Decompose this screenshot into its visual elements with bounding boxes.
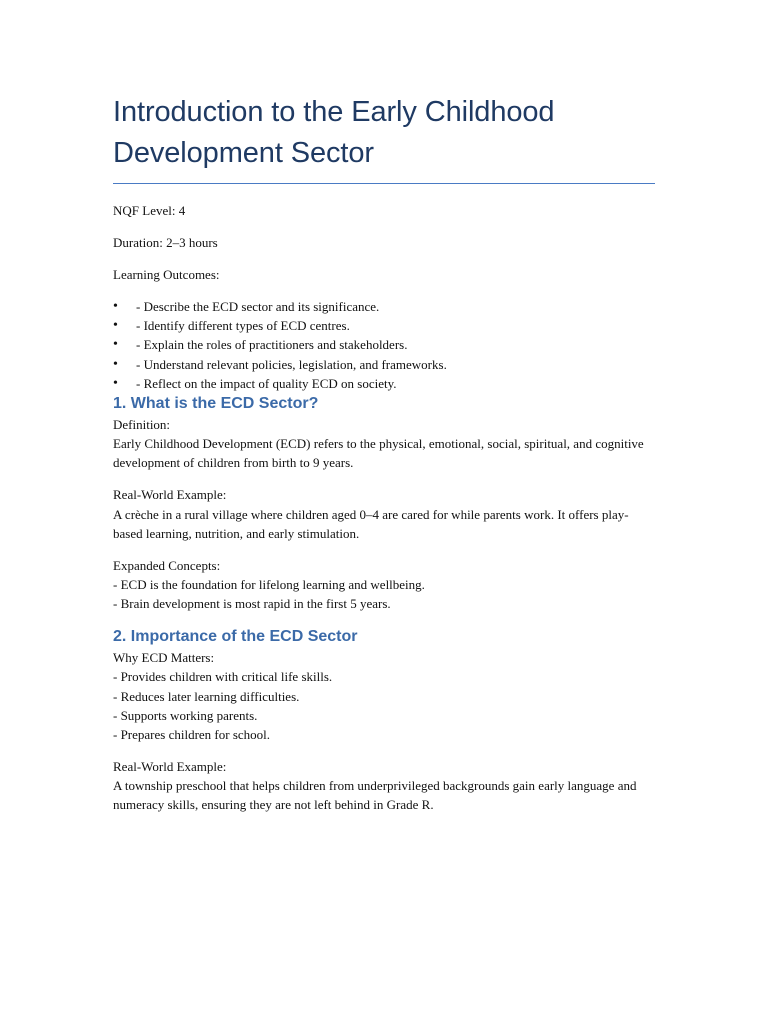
matters-item: - Prepares children for school. (113, 727, 271, 743)
definition-text: Early Childhood Development (ECD) refers to the physical, emotional, social, spiritual, and cognitive development of children from birth to 9 years. (113, 436, 644, 471)
module-meta (113, 201, 655, 284)
concept-item: - Brain development is most rapid in the first 5 years. (113, 596, 391, 612)
section-heading-importance: 2. Importance of the ECD Sector (113, 628, 358, 646)
matters-item: - Supports working parents. (113, 707, 258, 723)
outcome-text: - Describe the ECD sector and its significance. (136, 299, 380, 314)
list-item (113, 335, 655, 354)
outcome-text: - Understand relevant policies, legislation, and frameworks. (136, 356, 447, 372)
example-label: Real-World Example: (113, 759, 227, 775)
list-item (113, 355, 655, 374)
example-label: Real-World Example: (113, 487, 227, 503)
matters-item: - Reduces later learning difficulties. (113, 688, 300, 704)
outcome-text: - Identify different types of ECD centres. (136, 318, 350, 334)
real-world-example-block-2 (113, 757, 655, 815)
bullet-icon: • (113, 299, 118, 314)
learning-outcomes-label: Learning Outcomes: (113, 267, 220, 282)
concepts-label: Expanded Concepts: (113, 557, 221, 573)
definition-label: Definition: (113, 417, 171, 433)
nqf-level: NQF Level: 4 (113, 203, 186, 218)
outcome-text: - Reflect on the impact of quality ECD on society. (136, 375, 397, 391)
bullet-icon: • (113, 318, 118, 334)
learning-outcomes-list (113, 297, 655, 393)
example-text: A crèche in a rural village where children aged 0–4 are cared for while parents work. It offers play-based learning, nutrition, and early stimulation. (113, 506, 629, 541)
section-heading-what-is-ecd: 1. What is the ECD Sector? (113, 395, 319, 413)
duration: Duration: 2–3 hours (113, 235, 218, 250)
matters-item: - Provides children with critical life skills. (113, 669, 333, 685)
bullet-icon: • (113, 375, 118, 391)
expanded-concepts-block (113, 556, 655, 614)
concept-item: - ECD is the foundation for lifelong learning and wellbeing. (113, 577, 425, 593)
definition-block (113, 415, 655, 473)
why-ecd-matters-block (113, 648, 655, 744)
bullet-icon: • (113, 356, 118, 372)
real-world-example-block (113, 485, 655, 543)
bullet-icon: • (113, 337, 118, 353)
list-item (113, 297, 655, 316)
outcome-text: - Explain the roles of practitioners and stakeholders. (136, 337, 408, 353)
example-text: A township preschool that helps children from underprivileged backgrounds gain early language and numeracy skills, ensuring they are not left behind in Grade R. (113, 778, 637, 813)
list-item (113, 316, 655, 335)
document-title: Introduction to the Early Childhood Development Sector (113, 92, 655, 184)
matters-label: Why ECD Matters: (113, 650, 215, 666)
list-item (113, 374, 655, 393)
